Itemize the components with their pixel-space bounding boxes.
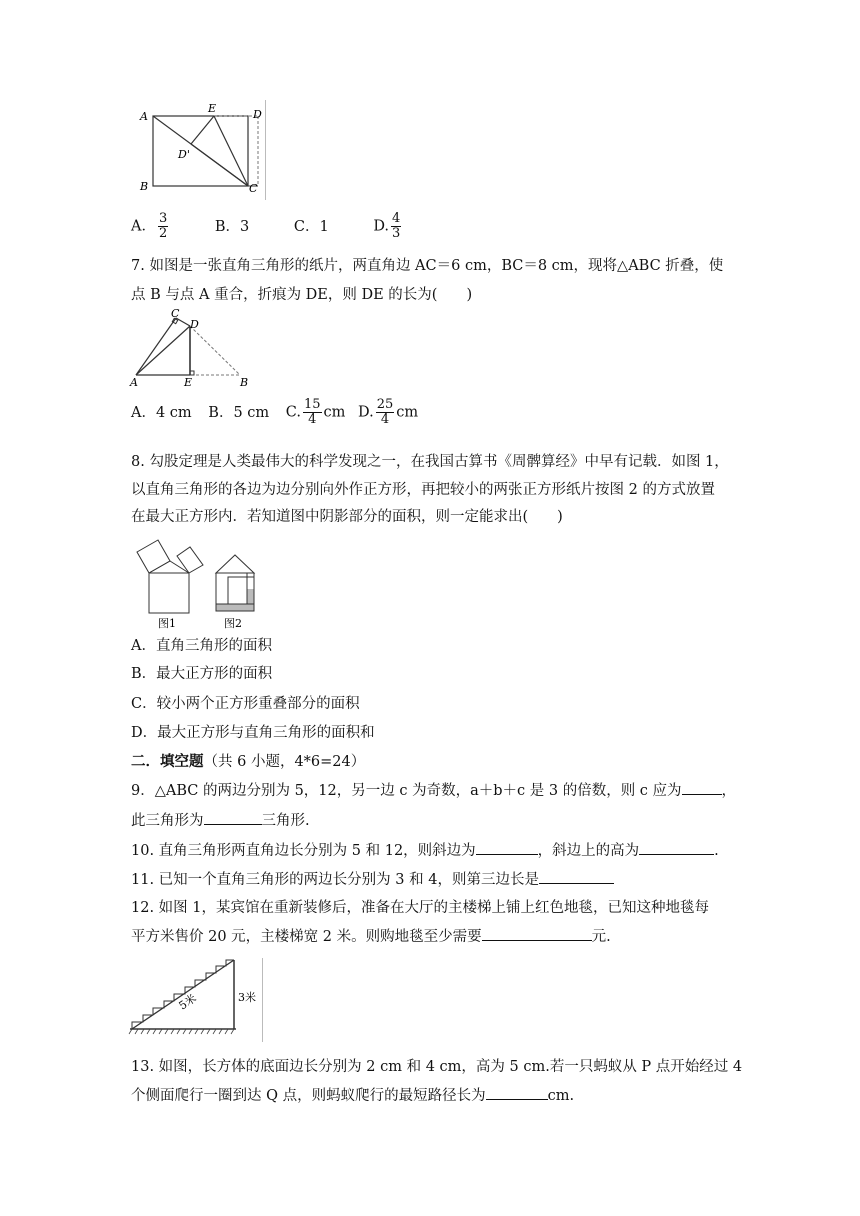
- q8-option-b[interactable]: B．最大正方形的面积: [131, 666, 273, 682]
- q9-blank-type[interactable]: [204, 810, 262, 825]
- q6-options: [131, 212, 403, 241]
- section-2-title: 二．填空题: [131, 753, 204, 770]
- label-3m: 3米: [238, 991, 256, 1004]
- q7-option-c[interactable]: C. $\frac{15}{4}$ cm: [285, 397, 346, 427]
- q9-line-2: 此三角形为 三角形.: [131, 810, 310, 831]
- q13-blank[interactable]: [486, 1085, 548, 1100]
- q7-option-b[interactable]: B．5 cm: [208, 404, 270, 421]
- q7-text-2: 点 B 与点 A 重合，折痕为 DE，则 DE 的长为( ): [131, 287, 473, 303]
- q7-text-1: 7. 如图是一张直角三角形的纸片，两直角边 AC＝6 cm，BC＝8 cm，现将△ABC 折叠，使: [131, 258, 724, 274]
- label-e: E: [184, 376, 193, 389]
- label-d: D: [253, 108, 262, 121]
- q9-line-1: 9．△ABC 的两边分别为 5，12，另一边 c 为奇数，a＋b＋c 是 3 的倍数，则 c 应为 ，: [131, 780, 736, 801]
- q6-option-d[interactable]: D. $\frac{4}{3}$: [373, 211, 401, 241]
- q12-line-2: 平方米售价 20 元，主楼梯宽 2 米。则购地毯至少需要 元.: [131, 926, 611, 947]
- label-5m: 5米: [176, 991, 199, 1013]
- q13-line-2: 个侧面爬行一圈到达 Q 点，则蚂蚁爬行的最短路径长为 cm.: [131, 1085, 574, 1106]
- label-a: A: [140, 110, 148, 123]
- q6-option-c[interactable]: C．1: [293, 218, 329, 235]
- label-c: C: [249, 182, 258, 195]
- q10-line: 10. 直角三角形两直角边长分别为 5 和 12，则斜边为 ，斜边上的高为 .: [131, 840, 719, 861]
- label-a: A: [130, 376, 138, 389]
- q6-option-a[interactable]: A． $\frac{3}{2}$: [131, 211, 168, 241]
- q7-option-a[interactable]: A．4 cm: [131, 404, 192, 421]
- q8-text-1: 8. 勾股定理是人类最伟大的科学发现之一，在我国古算书《周髀算经》中早有记载．如图 1，: [131, 454, 729, 470]
- label-c: C: [171, 308, 180, 320]
- q6-option-b[interactable]: B．3: [214, 218, 250, 235]
- label-b: B: [140, 180, 149, 193]
- label-b: B: [240, 376, 249, 389]
- q12-staircase-figure: [128, 955, 268, 1043]
- q13-line-1: 13. 如图，长方体的底面边长分别为 2 cm 和 4 cm，高为 5 cm.若一只蚂蚁从 P 点开始经过 4: [131, 1059, 743, 1075]
- figure-1-caption: 图1: [158, 617, 176, 630]
- q11-line: 11. 已知一个直角三角形的两边长分别为 3 和 4，则第三边长是: [131, 869, 614, 890]
- q12-blank[interactable]: [482, 926, 592, 941]
- q8-option-d[interactable]: D．最大正方形与直角三角形的面积和: [131, 725, 375, 741]
- section-2-heading: [131, 752, 365, 772]
- q8-figures: [128, 533, 268, 631]
- q10-blank-height[interactable]: [639, 840, 714, 855]
- label-d: D: [190, 318, 199, 331]
- q8-text-3: 在最大正方形内．若知道图中阴影部分的面积，则一定能求出( ): [131, 509, 563, 525]
- q12-line-1: 12. 如图 1，某宾馆在重新装修后，准备在大厅的主楼梯上铺上红色地毯，已知这种地毯每: [131, 900, 709, 916]
- label-d-prime: D': [178, 148, 190, 161]
- q8-text-2: 以直角三角形的各边为边分别向外作正方形，再把较小的两张正方形纸片按图 2 的方式放置: [131, 482, 715, 498]
- q9-blank-c[interactable]: [682, 780, 722, 795]
- q8-option-c[interactable]: C．较小两个正方形重叠部分的面积: [131, 696, 360, 712]
- label-e: E: [208, 102, 217, 115]
- figure-2-caption: 图2: [224, 617, 242, 630]
- section-2-note: （共 6 小题，4*6=24）: [203, 754, 366, 770]
- q10-blank-hypotenuse[interactable]: [476, 840, 538, 855]
- q7-options: [131, 398, 418, 427]
- q7-option-d[interactable]: D. $\frac{25}{4}$ cm: [358, 397, 419, 427]
- q8-option-a[interactable]: A．直角三角形的面积: [131, 638, 272, 654]
- q11-blank[interactable]: [539, 869, 614, 884]
- q7-figure: [128, 308, 258, 390]
- q6-figure: [136, 100, 271, 200]
